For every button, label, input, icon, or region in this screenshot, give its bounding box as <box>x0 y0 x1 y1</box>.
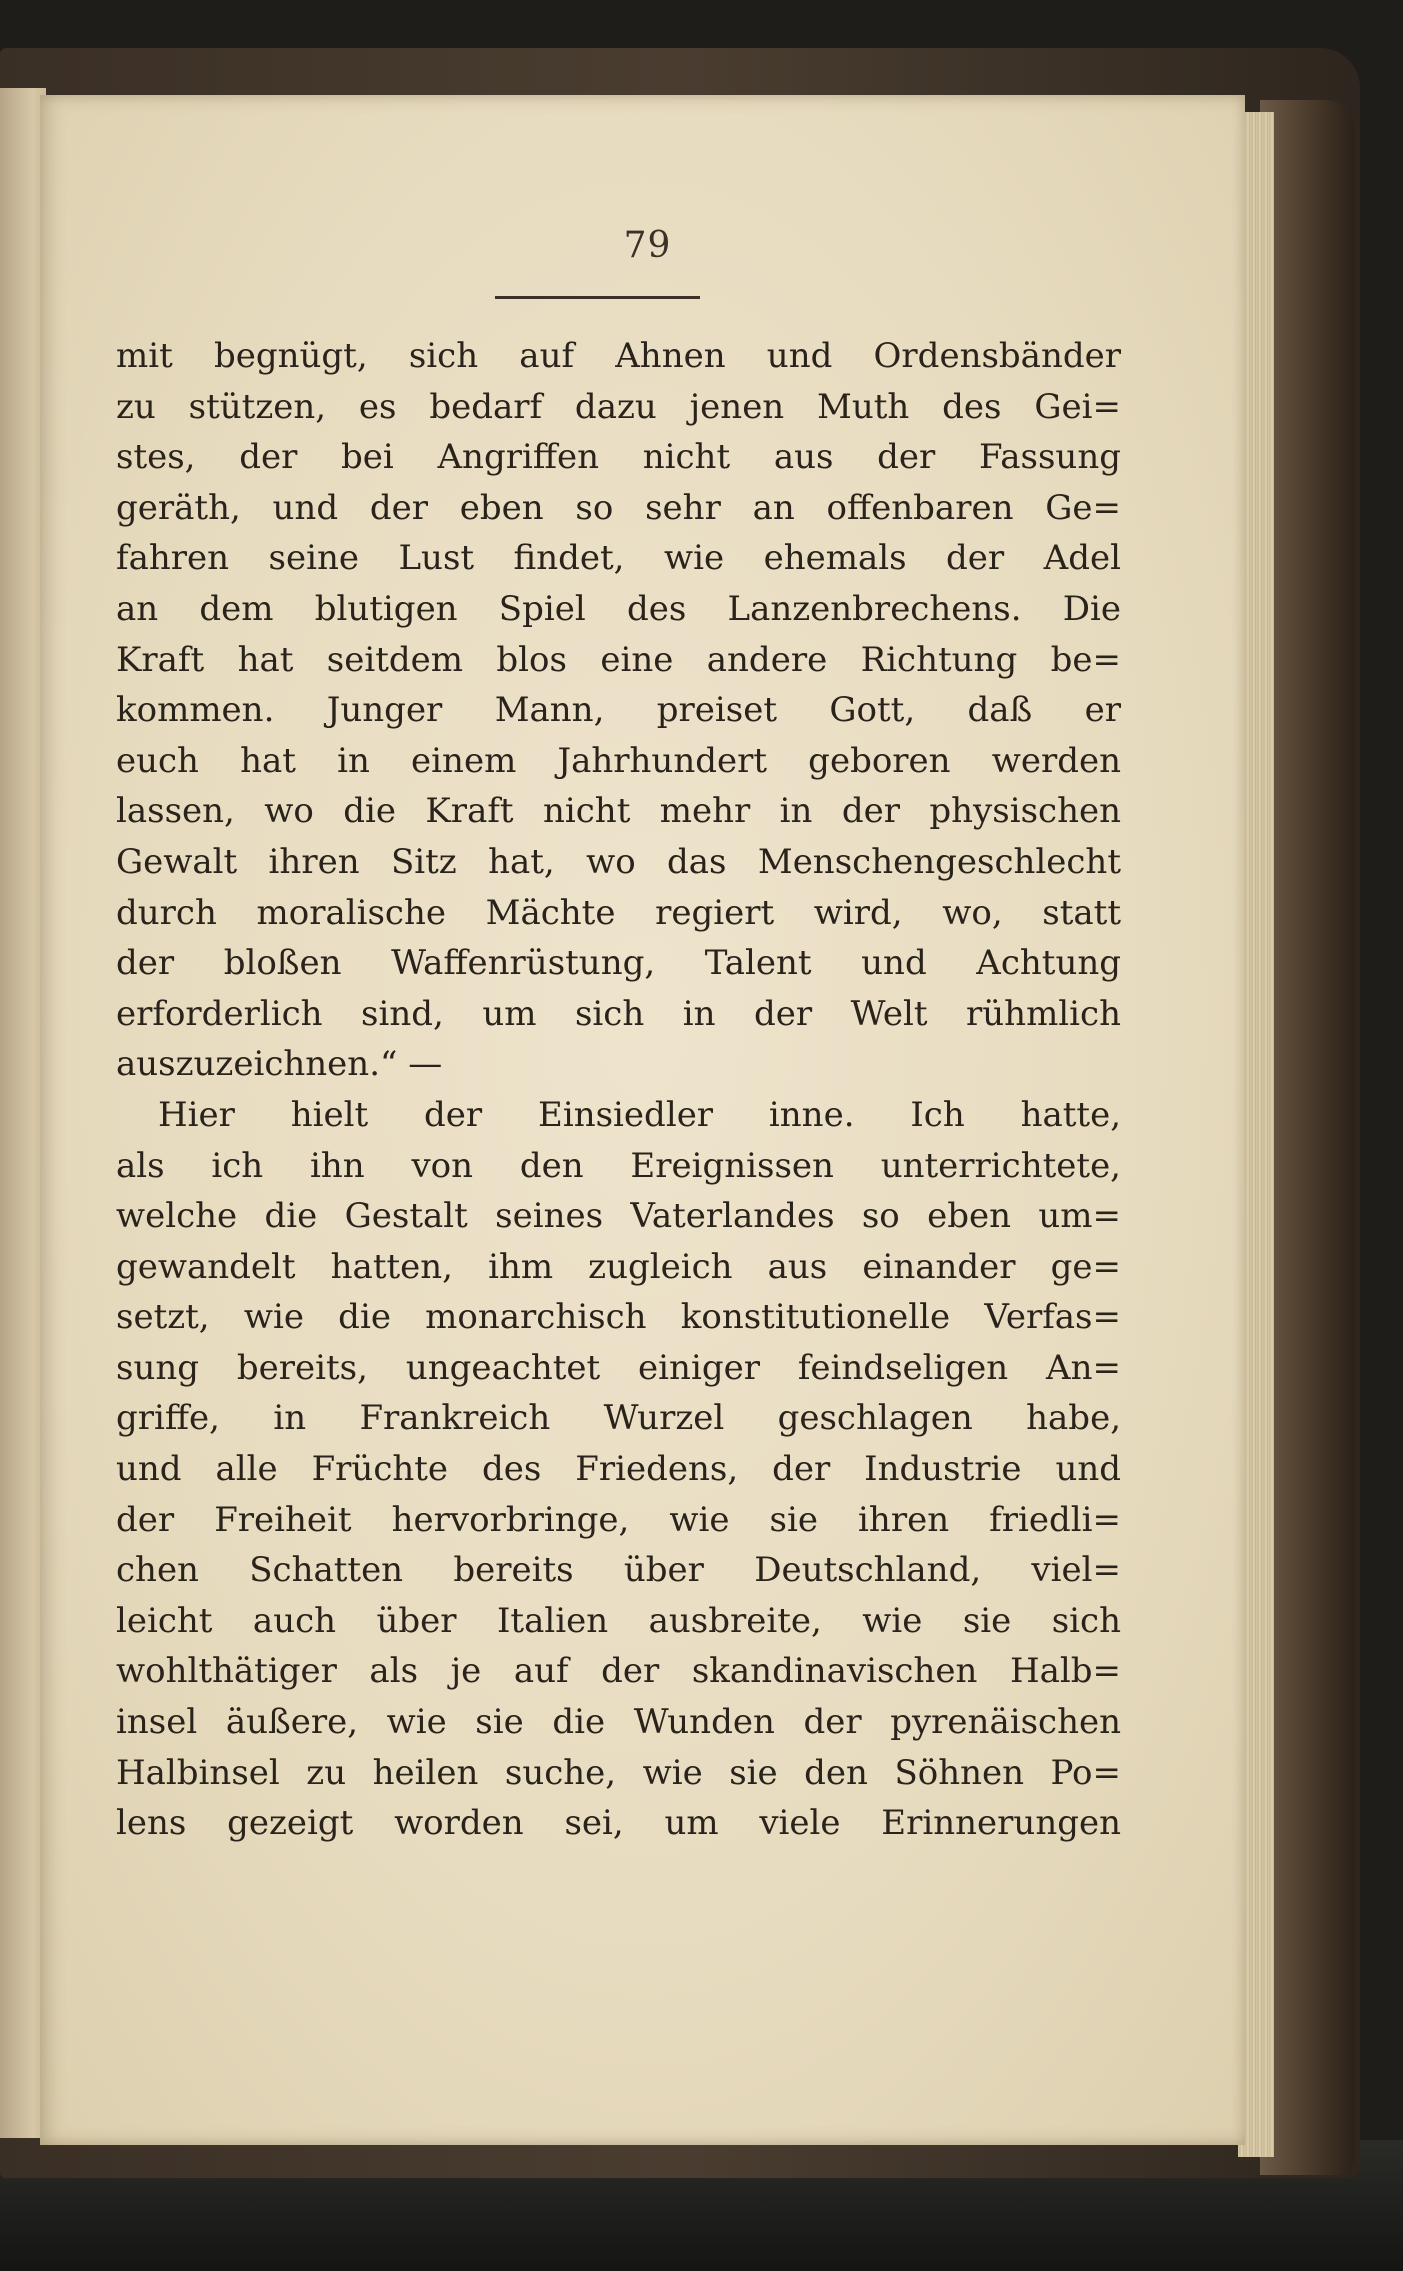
header-rule <box>495 296 700 299</box>
text-line: euch hat in einem Jahrhundert geboren werden <box>116 740 1121 781</box>
text-line: welche die Gestalt seines Vaterlandes so eben um= <box>116 1196 1121 1237</box>
text-line: lens gezeigt worden sei, um viele Erinnerungen <box>116 1803 1121 1844</box>
text-line: auszuzeichnen.“ — <box>116 1044 443 1085</box>
text-line: und alle Früchte des Friedens, der Industrie und <box>116 1449 1121 1490</box>
text-line: setzt, wie die monarchisch konstitutionelle Verfas= <box>116 1297 1121 1338</box>
text-line: lassen, wo die Kraft nicht mehr in der physischen <box>116 791 1121 832</box>
text-line: der Freiheit hervorbringe, wie sie ihren friedli= <box>116 1499 1121 1540</box>
text-line: an dem blutigen Spiel des Lanzenbrechens. Die <box>116 588 1121 629</box>
text-line: wohlthätiger als je auf der skandinavischen Halb= <box>116 1651 1121 1692</box>
book-cover-edge <box>1260 100 1355 2175</box>
book-page <box>40 95 1245 2145</box>
text-line: chen Schatten bereits über Deutschland, viel= <box>116 1550 1121 1591</box>
text-line: gewandelt hatten, ihm zugleich aus einander ge= <box>116 1246 1121 1287</box>
page-number-container <box>40 225 1245 266</box>
text-line: mit begnügt, sich auf Ahnen und Ordensbänder <box>116 336 1121 376</box>
text-line: erforderlich sind, um sich in der Welt rühmlich <box>116 993 1121 1034</box>
text-line: leicht auch über Italien ausbreite, wie sie sich <box>116 1600 1121 1641</box>
text-line: fahren seine Lust findet, wie ehemals der Adel <box>116 538 1121 579</box>
text-line: insel äußere, wie sie die Wunden der pyrenäischen <box>116 1702 1121 1743</box>
text-line: durch moralische Mächte regiert wird, wo, statt <box>116 892 1121 933</box>
body-text <box>116 331 1121 1849</box>
text-line: griffe, in Frankreich Wurzel geschlagen habe, <box>116 1398 1121 1439</box>
text-line: kommen. Junger Mann, preiset Gott, daß er <box>116 690 1121 731</box>
text-line: als ich ihn von den Ereignissen unterrichtete, <box>116 1145 1121 1186</box>
page-number: 79 <box>623 225 672 266</box>
text-line: Hier hielt der Einsiedler inne. Ich hatte, <box>158 1094 1121 1135</box>
text-line: der bloßen Waffenrüstung, Talent und Achtung <box>116 943 1121 984</box>
text-line: geräth, und der eben so sehr an offenbaren Ge= <box>116 487 1121 528</box>
text-line: Gewalt ihren Sitz hat, wo das Menschengeschlecht <box>116 841 1121 882</box>
text-line: Kraft hat seitdem blos eine andere Richtung be= <box>116 639 1121 680</box>
text-line: Halbinsel zu heilen suche, wie sie den Söhnen Po= <box>116 1752 1121 1793</box>
text-line: stes, der bei Angriffen nicht aus der Fassung <box>116 437 1121 478</box>
text-line: zu stützen, es bedarf dazu jenen Muth des Gei= <box>116 386 1121 427</box>
text-line: sung bereits, ungeachtet einiger feindseligen An= <box>116 1347 1121 1388</box>
